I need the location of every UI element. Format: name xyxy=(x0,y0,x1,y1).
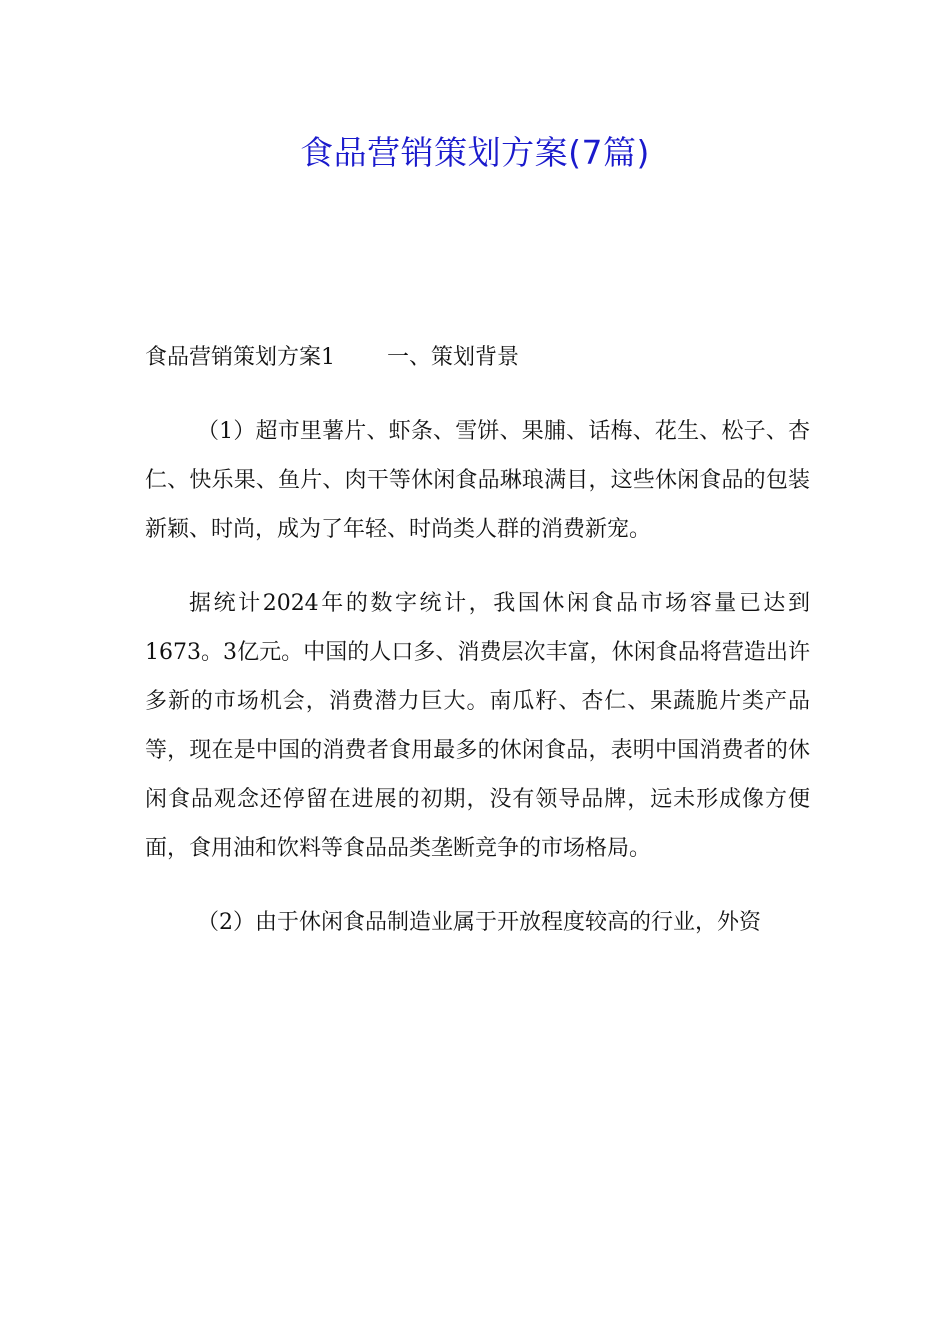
section-heading xyxy=(145,333,810,382)
paragraph-2: 据统计2024年的数字统计，我国休闲食品市场容量已达到1673。3亿元。中国的人口多、消费层次丰富，休闲食品将营造出许多新的市场机会，消费潜力巨大。南瓜籽、杏仁、果蔬脆片类产品等，现在是中国的消费者食用最多的休闲食品，表明中国消费者的休闲食品观念还停留在进展的初期，没有领导品牌，远未形成像方便面，食用油和饮料等食品品类垄断竞争的市场格局。 xyxy=(145,591,810,861)
document-title: 食品营销策划方案(7篇) xyxy=(300,133,650,172)
heading-section: 一、策划背景 xyxy=(387,345,520,370)
document-body xyxy=(145,333,810,972)
heading-prefix: 食品营销策划方案1 xyxy=(145,345,335,370)
paragraph-1: （1）超市里薯片、虾条、雪饼、果脯、话梅、花生、松子、杏仁、快乐果、鱼片、肉干等休闲食品琳琅满目，这些休闲食品的包装新颖、时尚，成为了年轻、时尚类人群的消费新宠。 xyxy=(145,419,810,542)
paragraph-3: （2）由于休闲食品制造业属于开放程度较高的行业，外资 xyxy=(197,910,761,935)
